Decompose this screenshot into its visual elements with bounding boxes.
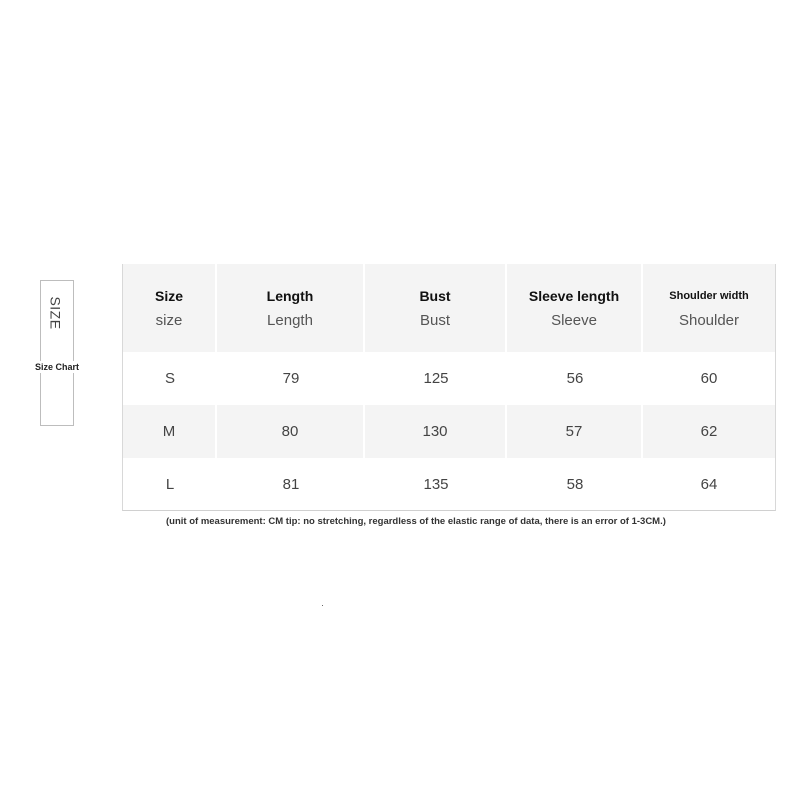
size-vertical-title-text: SIZE: [48, 296, 64, 330]
table-cell: 56: [507, 352, 643, 404]
table-cell: 130: [365, 405, 507, 458]
header-size-label: Size: [154, 287, 183, 304]
table-cell: 62: [643, 405, 775, 458]
header-shoulder-label: Shoulder width: [669, 289, 749, 302]
table-row: [123, 459, 775, 510]
header-cell-bust: [365, 264, 507, 352]
table-cell: 81: [217, 459, 365, 510]
table-cell: 64: [643, 459, 775, 510]
size-chart-subtitle: Size Chart: [30, 361, 84, 373]
table-cell: 125: [365, 352, 507, 404]
table-header-row: [123, 264, 775, 352]
table-cell: 80: [217, 405, 365, 458]
header-size-sublabel: size: [155, 311, 183, 329]
header-shoulder-sublabel: Shoulder: [678, 311, 740, 329]
table-cell: 57: [507, 405, 643, 458]
header-bust-sublabel: Bust: [419, 311, 450, 329]
header-cell-shoulder: [643, 264, 775, 352]
table-cell: 79: [217, 352, 365, 404]
header-cell-length: [217, 264, 365, 352]
table-cell: 58: [507, 459, 643, 510]
header-cell-sleeve: [507, 264, 643, 352]
header-sleeve-label: Sleeve length: [528, 287, 620, 304]
table-cell: 60: [643, 352, 775, 404]
size-table: [122, 264, 776, 511]
header-bust-label: Bust: [419, 287, 451, 304]
table-row: [123, 405, 775, 458]
table-cell: 135: [365, 459, 507, 510]
table-row: [123, 352, 775, 404]
size-vertical-title: [45, 293, 67, 333]
measurement-note: (unit of measurement: CM tip: no stretching, regardless of the elastic range of data, there is an error of 1-3CM.): [166, 516, 666, 527]
header-cell-size: [123, 264, 217, 352]
header-length-label: Length: [266, 287, 314, 304]
stray-dot: [322, 605, 323, 606]
table-cell: M: [123, 405, 217, 458]
table-cell: S: [123, 352, 217, 404]
table-cell: L: [123, 459, 217, 510]
header-length-sublabel: Length: [267, 311, 313, 329]
header-sleeve-sublabel: Sleeve: [551, 311, 597, 329]
